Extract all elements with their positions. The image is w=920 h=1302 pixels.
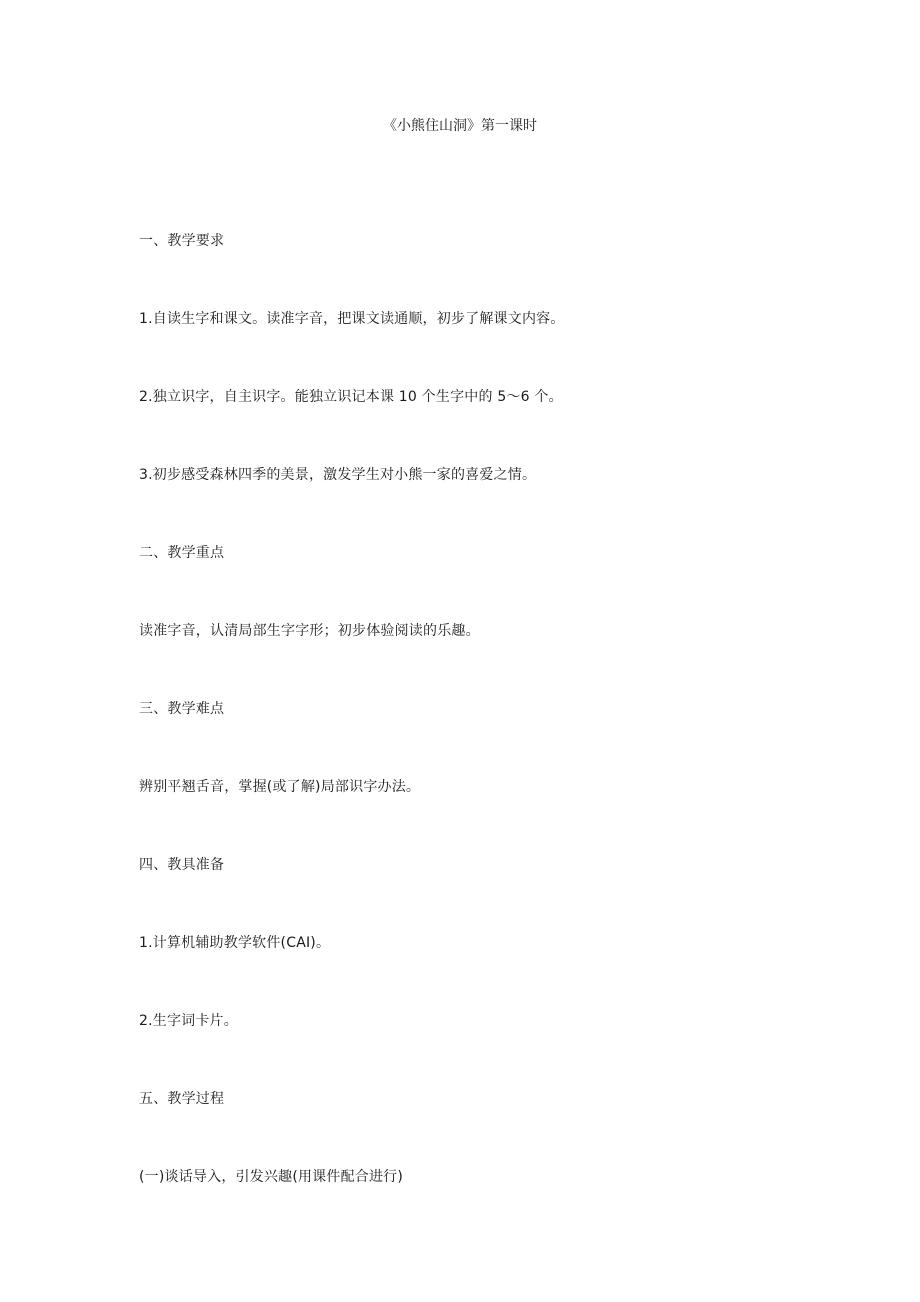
material-item-1: 1.计算机辅助教学软件(CAI)。 [139,935,331,951]
material-item-2: 2.生字词卡片。 [139,1013,238,1029]
document-title: 《小熊住山洞》第一课时 [383,118,537,134]
key-points-text: 读准字音，认清局部生字字形；初步体验阅读的乐趣。 [139,623,480,639]
section-heading-difficulties: 三、教学难点 [139,701,225,717]
section-heading-materials: 四、教具准备 [139,857,225,873]
requirement-item-2: 2.独立识字，自主识字。能独立识记本课 10 个生字中的 5～6 个。 [139,389,563,405]
section-heading-requirements: 一、教学要求 [139,233,225,249]
difficulties-text: 辨别平翘舌音，掌握(或了解)局部识字办法。 [139,779,421,795]
process-step-1: (一)谈话导入，引发兴趣(用课件配合进行) [139,1169,404,1185]
requirement-item-3: 3.初步感受森林四季的美景，激发学生对小熊一家的喜爱之情。 [139,467,537,483]
section-heading-key-points: 二、教学重点 [139,545,225,561]
section-heading-process: 五、教学过程 [139,1091,225,1107]
requirement-item-1: 1.自读生字和课文。读准字音，把课文读通顺，初步了解课文内容。 [139,311,565,327]
